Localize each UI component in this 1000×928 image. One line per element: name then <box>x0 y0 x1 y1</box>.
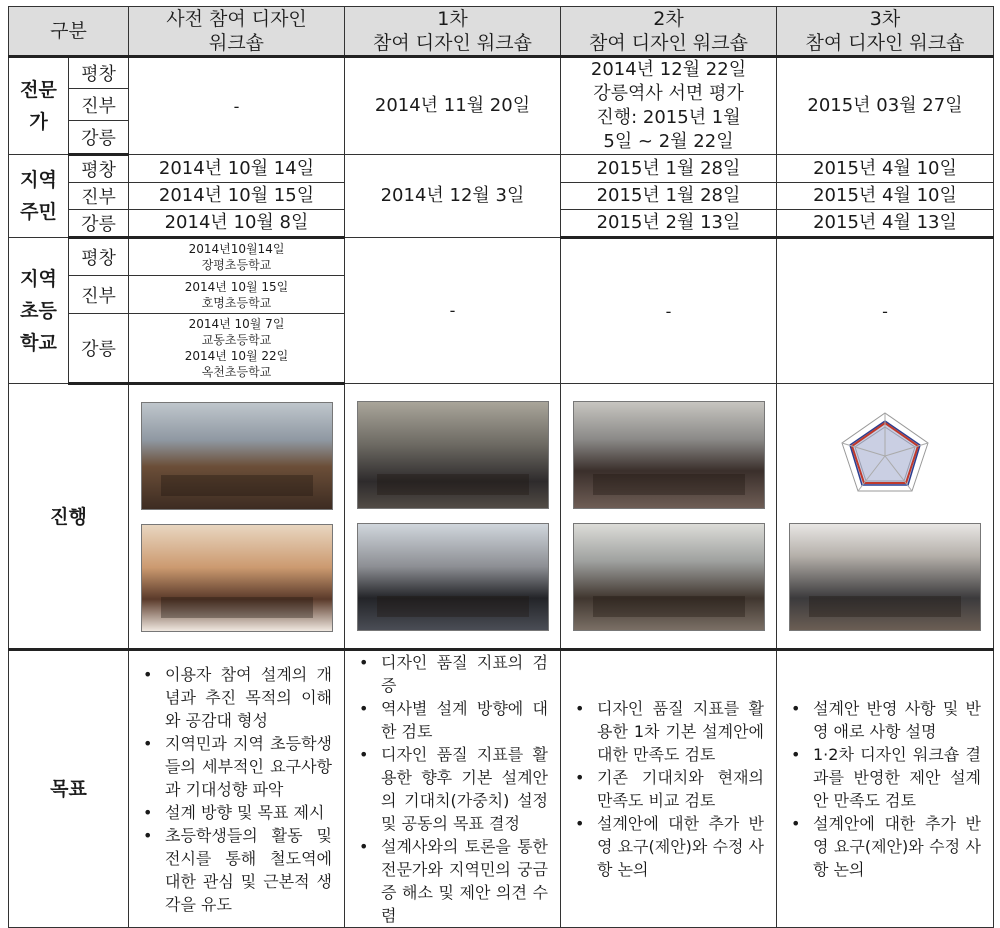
residents-third-pyeongchang: 2015년 4월 10일 <box>777 155 994 183</box>
goal-item: • 디자인 품질 지표를 활용한 향후 기본 설계안의 기대치(가중치) 설정 및 공동의 목표 결정 <box>381 743 548 835</box>
experts-first: 2014년 11월 20일 <box>345 57 561 155</box>
residents-pre-pyeongchang: 2014년 10월 14일 <box>129 155 345 183</box>
progress-third-photos <box>777 384 994 650</box>
residents-pre-gangneung: 2014년 10월 8일 <box>129 210 345 238</box>
header-second-workshop: 2차 참여 디자인 워크숍 <box>561 7 777 57</box>
schools-pre-jinbu: 2014년 10월 15일 호명초등학교 <box>129 276 345 314</box>
residents-region-gangneung: 강릉 <box>69 210 129 238</box>
goal-item: • 설계 방향 및 목표 제시 <box>165 801 332 824</box>
workshop-table <box>8 6 994 928</box>
goals-first <box>345 650 561 928</box>
residents-region-pyeongchang: 평창 <box>69 155 129 183</box>
photo-expert-meeting <box>357 523 549 631</box>
goal-item: • 설계안에 대한 추가 반영 요구(제안)와 수정 사항 논의 <box>813 812 981 881</box>
schools-region-gangneung: 강릉 <box>69 314 129 384</box>
goals-label: 목표 <box>9 650 129 928</box>
goal-item: • 역사별 설계 방향에 대한 검토 <box>381 697 548 743</box>
residents-third-jinbu: 2015년 4월 10일 <box>777 183 994 210</box>
progress-first-photos <box>345 384 561 650</box>
experts-region-pyeongchang: 평창 <box>69 57 129 89</box>
header-row <box>9 7 994 57</box>
experts-second: 2014년 12월 22일 강릉역사 서면 평가 진행: 2015년 1월 5일 ~ 2월 22일 <box>561 57 777 155</box>
photo-third-workshop <box>789 523 981 631</box>
progress-second-photos <box>561 384 777 650</box>
header-third-workshop: 3차 참여 디자인 워크숍 <box>777 7 994 57</box>
residents-second-jinbu: 2015년 1월 28일 <box>561 183 777 210</box>
header-pre-workshop: 사전 참여 디자인 워크숍 <box>129 7 345 57</box>
goal-item: • 설계사와의 토론을 통한 전문가와 지역민의 궁금증 해소 및 제안 의견 수렴 <box>381 835 548 927</box>
goal-item: • 설계안에 대한 추가 반영 요구(제안)와 수정 사항 논의 <box>597 812 764 881</box>
goals-pre <box>129 650 345 928</box>
photo-conference-room <box>573 523 765 631</box>
residents-pre-jinbu: 2014년 10월 15일 <box>129 183 345 210</box>
residents-category: 지역 주민 <box>9 155 69 238</box>
schools-region-pyeongchang: 평창 <box>69 238 129 276</box>
goal-item: • 기존 기대치와 현재의 만족도 비교 검토 <box>597 766 764 812</box>
residents-first: 2014년 12월 3일 <box>345 155 561 238</box>
progress-label: 진행 <box>9 384 129 650</box>
schools-category: 지역 초등 학교 <box>9 238 69 384</box>
experts-category: 전문 가 <box>9 57 69 155</box>
schools-third: - <box>777 238 994 384</box>
goal-item: • 이용자 참여 설계의 개념과 추진 목적의 이해와 공감대 형성 <box>165 663 332 732</box>
goals-second <box>561 650 777 928</box>
experts-pre: - <box>129 57 345 155</box>
goal-item: • 디자인 품질 지표를 활용한 1차 기본 설계안에 대한 만족도 검토 <box>597 697 764 766</box>
experts-region-jinbu: 진부 <box>69 89 129 121</box>
schools-pre-pyeongchang: 2014년10월14일 장평초등학교 <box>129 238 345 276</box>
radar-chart-figure <box>810 401 960 509</box>
goals-third <box>777 650 994 928</box>
goal-item: • 지역민과 지역 초등학생들의 세부적인 요구사항과 기대성향 파악 <box>165 732 332 801</box>
progress-pre-photos <box>129 384 345 650</box>
photo-children-activity <box>141 524 333 632</box>
header-category: 구분 <box>9 7 129 57</box>
experts-third: 2015년 03월 27일 <box>777 57 994 155</box>
goal-item: • 초등학생들의 활동 및 전시를 통해 철도역에 대한 관심 및 근본적 생각을 유도 <box>165 824 332 916</box>
residents-third-gangneung: 2015년 4월 13일 <box>777 210 994 238</box>
schools-first: - <box>345 238 561 384</box>
schools-pre-gangneung: 2014년 10월 7일 교동초등학교 2014년 10월 22일 옥천초등학교 <box>129 314 345 384</box>
residents-second-gangneung: 2015년 2월 13일 <box>561 210 777 238</box>
residents-region-jinbu: 진부 <box>69 183 129 210</box>
photo-resident-meeting <box>573 401 765 509</box>
experts-region-gangneung: 강릉 <box>69 121 129 155</box>
photo-exhibition-boards <box>357 401 549 509</box>
header-first-workshop: 1차 참여 디자인 워크숍 <box>345 7 561 57</box>
goal-item: • 설계안 반영 사항 및 반영 애로 사항 설명 <box>813 697 981 743</box>
photo-workshop-hall <box>141 402 333 510</box>
schools-region-jinbu: 진부 <box>69 276 129 314</box>
schools-second: - <box>561 238 777 384</box>
residents-second-pyeongchang: 2015년 1월 28일 <box>561 155 777 183</box>
goal-item: • 디자인 품질 지표의 검증 <box>381 651 548 697</box>
goal-item: • 1·2차 디자인 워크숍 결과를 반영한 제안 설계안 만족도 검토 <box>813 743 981 812</box>
